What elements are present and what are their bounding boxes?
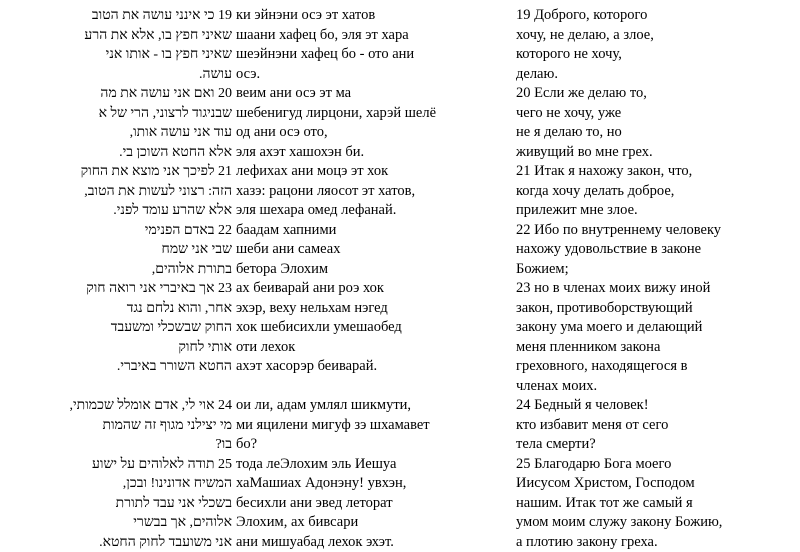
hebrew-line: אלא שהרע עומד לפני. — [0, 201, 232, 221]
russian-line: чего не хочу, уже — [516, 104, 796, 124]
transliteration-line: шаани хафец бо, эля эт хара — [236, 26, 488, 46]
transliteration-line: хок шебисихли умешаобед — [236, 318, 488, 338]
russian-line: делаю. — [516, 65, 796, 85]
russian-line: 25 Благодарю Бога моего — [516, 455, 796, 475]
transliteration-line: лефихах ани моцэ эт хок — [236, 162, 488, 182]
transliteration-line: оти лехок — [236, 338, 488, 358]
hebrew-line: מי יצילני מגוף זה שהמות — [0, 416, 232, 436]
transliteration-line: Элохим, ах бивсари — [236, 513, 488, 533]
russian-line: 19 Доброго, которого — [516, 6, 796, 26]
hebrew-line: בו? — [0, 435, 232, 455]
russian-line: прилежит мне злое. — [516, 201, 796, 221]
transliteration-line: бесихли ани эвед леторат — [236, 494, 488, 514]
hebrew-line: שאיני חפץ בו - אותו אני — [0, 45, 232, 65]
russian-line: закон, противоборствующий — [516, 299, 796, 319]
russian-line: нахожу удовольствие в законе — [516, 240, 796, 260]
russian-line: Иисусом Христом, Господом — [516, 474, 796, 494]
transliteration-line: веим ани осэ эт ма — [236, 84, 488, 104]
russian-line: закону ума моего и делающий — [516, 318, 796, 338]
transliteration-line: эля ахэт хашохэн би. — [236, 143, 488, 163]
hebrew-line: אותי לחוק — [0, 338, 232, 358]
hebrew-line: עושה. — [0, 65, 232, 85]
russian-line: тела смерти? — [516, 435, 796, 455]
transliteration-line: осэ. — [236, 65, 488, 85]
russian-line: умом моим служу закону Божию, — [516, 513, 796, 533]
hebrew-line: החוק שבשכלי ומשעבד — [0, 318, 232, 338]
russian-line: нашим. Итак тот же самый я — [516, 494, 796, 514]
hebrew-line: אלא החטא השוכן בי. — [0, 143, 232, 163]
russian-line: членах моих. — [516, 377, 796, 397]
hebrew-line: שאיני חפץ בו, אלא את הרע — [0, 26, 232, 46]
russian-line: 20 Если же делаю то, — [516, 84, 796, 104]
transliteration-line: хазэ: рацони ляосот эт хатов, — [236, 182, 488, 202]
hebrew-line: בתורת אלוהים, — [0, 260, 232, 280]
hebrew-line: 25 תודה לאלוהים על ישוע — [0, 455, 232, 475]
russian-line: Божием; — [516, 260, 796, 280]
hebrew-line: שבניגוד לרצוני, הרי של א — [0, 104, 232, 124]
russian-line: кто избавит меня от сего — [516, 416, 796, 436]
transliteration-line: ои ли, адам умлял шикмути, — [236, 396, 488, 416]
hebrew-line: המשיח אדונינו! ובכן, — [0, 474, 232, 494]
hebrew-line: הזה: רצוני לעשות את הטוב, — [0, 182, 232, 202]
transliteration-column — [236, 6, 488, 552]
transliteration-line: тода леЭлохим эль Иешуа — [236, 455, 488, 475]
russian-line: живущий во мне грех. — [516, 143, 796, 163]
transliteration-line: шеби ани самеах — [236, 240, 488, 260]
hebrew-column — [0, 6, 232, 552]
transliteration-line: баадам хапними — [236, 221, 488, 241]
russian-line: которого не хочу, — [516, 45, 796, 65]
hebrew-line — [0, 377, 232, 397]
transliteration-line: ми яцилени мигуф зэ шхамавет — [236, 416, 488, 436]
transliteration-line: од ани осэ ото, — [236, 123, 488, 143]
transliteration-line: бо? — [236, 435, 488, 455]
transliteration-line: ах беиварай ани роэ хок — [236, 279, 488, 299]
transliteration-line: шебенигуд лирцони, харэй шелё — [236, 104, 488, 124]
transliteration-line: ки эйнэни осэ эт хатов — [236, 6, 488, 26]
hebrew-line: 19 כי אינני עושה את הטוב — [0, 6, 232, 26]
transliteration-line — [236, 377, 488, 397]
russian-line: 21 Итак я нахожу закон, что, — [516, 162, 796, 182]
hebrew-line: שבי אני שמח — [0, 240, 232, 260]
transliteration-line: хаМашиах Адонэну! увхэн, — [236, 474, 488, 494]
hebrew-line: אני משועבד לחוק החטא. — [0, 533, 232, 552]
russian-line: а плотию закону греха. — [516, 533, 796, 552]
transliteration-line: эхэр, веху нельхам нэгед — [236, 299, 488, 319]
russian-line: не я делаю то, но — [516, 123, 796, 143]
transliteration-line: ахэт хасорэр беиварай. — [236, 357, 488, 377]
hebrew-line: אלוהים, אך בבשרי — [0, 513, 232, 533]
russian-line: когда хочу делать доброе, — [516, 182, 796, 202]
hebrew-line: 22 באדם הפנימי — [0, 221, 232, 241]
hebrew-line: החטא השורר באיברי. — [0, 357, 232, 377]
transliteration-line: эля шехара омед лефанай. — [236, 201, 488, 221]
russian-line: 24 Бедный я человек! — [516, 396, 796, 416]
russian-line: меня пленником закона — [516, 338, 796, 358]
transliteration-line: ани мишуабад лехок эхэт. — [236, 533, 488, 552]
hebrew-line: עוד אני עושה אותו, — [0, 123, 232, 143]
hebrew-line: 21 לפיכך אני מוצא את החוק — [0, 162, 232, 182]
transliteration-line: бетора Элохим — [236, 260, 488, 280]
russian-line: 22 Ибо по внутреннему человеку — [516, 221, 796, 241]
hebrew-line: 23 אך באיברי אני רואה חוק — [0, 279, 232, 299]
hebrew-line: אחר, והוא נלחם נגד — [0, 299, 232, 319]
russian-column — [516, 6, 796, 552]
hebrew-line: 20 ואם אני עושה את מה — [0, 84, 232, 104]
russian-line: 23 но в членах моих вижу иной — [516, 279, 796, 299]
transliteration-line: шеэйнэни хафец бо - ото ани — [236, 45, 488, 65]
russian-line: хочу, не делаю, а злое, — [516, 26, 796, 46]
russian-line: греховного, находящегося в — [516, 357, 796, 377]
hebrew-line: 24 אוי לי, אדם אומלל שכמותי, — [0, 396, 232, 416]
hebrew-line: בשכלי אני עבד לתורת — [0, 494, 232, 514]
